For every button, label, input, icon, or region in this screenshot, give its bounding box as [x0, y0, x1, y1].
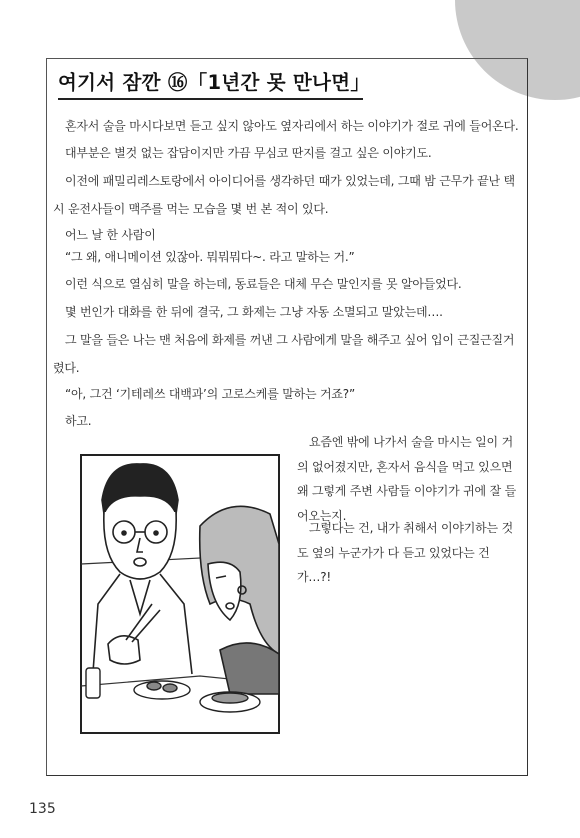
side-paragraph-2: 그렇다는 건, 내가 취해서 이야기하는 것도 옆의 누군가가 다 듣고 있었다는 건가…?! [297, 521, 513, 584]
section-title: 여기서 잠깐 ⑯「1년간 못 만나면」 [58, 71, 371, 94]
body-paragraph-7: 몇 번인가 대화를 한 뒤에 결국, 그 화제는 그냥 자동 소멸되고 말았는데…. [65, 305, 443, 319]
man-eye-right [154, 531, 158, 535]
body-paragraph-2: 대부분은 별것 없는 잡담이지만 가끔 무심코 딴지를 걸고 싶은 이야기도. [65, 146, 432, 160]
body-paragraph-9: “아, 그건 ‘기테레쓰 대백과’의 고로스케를 말하는 거죠?” [65, 387, 355, 401]
body-paragraph-5: “그 왜, 애니메이션 있잖아. 뭐뭐뭐다~. 라고 말하는 거.” [65, 250, 355, 264]
body-paragraph-10: 하고. [65, 414, 92, 428]
body-paragraph-4: 어느 날 한 사람이 [65, 228, 156, 242]
food-piece-2 [163, 684, 177, 692]
glass [86, 668, 100, 698]
page-number: 135 [29, 801, 56, 817]
man-hand [108, 636, 140, 664]
body-paragraph-1: 혼자서 술을 마시다보면 듣고 싶지 않아도 옆자리에서 하는 이야기가 절로 귀에 들어온다. [65, 119, 519, 133]
man-eye-left [122, 531, 126, 535]
side-paragraph-1: 요즘엔 밖에 나가서 술을 마시는 일이 거의 없어졌지만, 혼자서 음식을 먹고 있으면 왜 그렇게 주변 사람들 이야기가 귀에 잘 들어오는지. [297, 435, 516, 523]
title-underline [58, 98, 363, 100]
plate [134, 681, 190, 699]
food-piece-1 [147, 682, 161, 690]
woman-sleeve [220, 643, 279, 694]
body-paragraph-6: 이런 식으로 열심히 말을 하는데, 동료들은 대체 무슨 말인지를 못 알아들었다. [65, 277, 462, 291]
dish-food [212, 693, 248, 703]
body-paragraph-3: 이전에 패밀리레스토랑에서 아이디어를 생각하던 때가 있었는데, 그때 밤 근무가 끝난 택시 운전사들이 맥주를 먹는 모습을 몇 번 본 적이 있다. [53, 174, 515, 216]
body-paragraph-8: 그 말을 들은 나는 맨 처음에 화제를 꺼낸 그 사람에게 말을 해주고 싶어 입이 근질근질거렸다. [53, 333, 515, 375]
manga-illustration [80, 454, 280, 734]
